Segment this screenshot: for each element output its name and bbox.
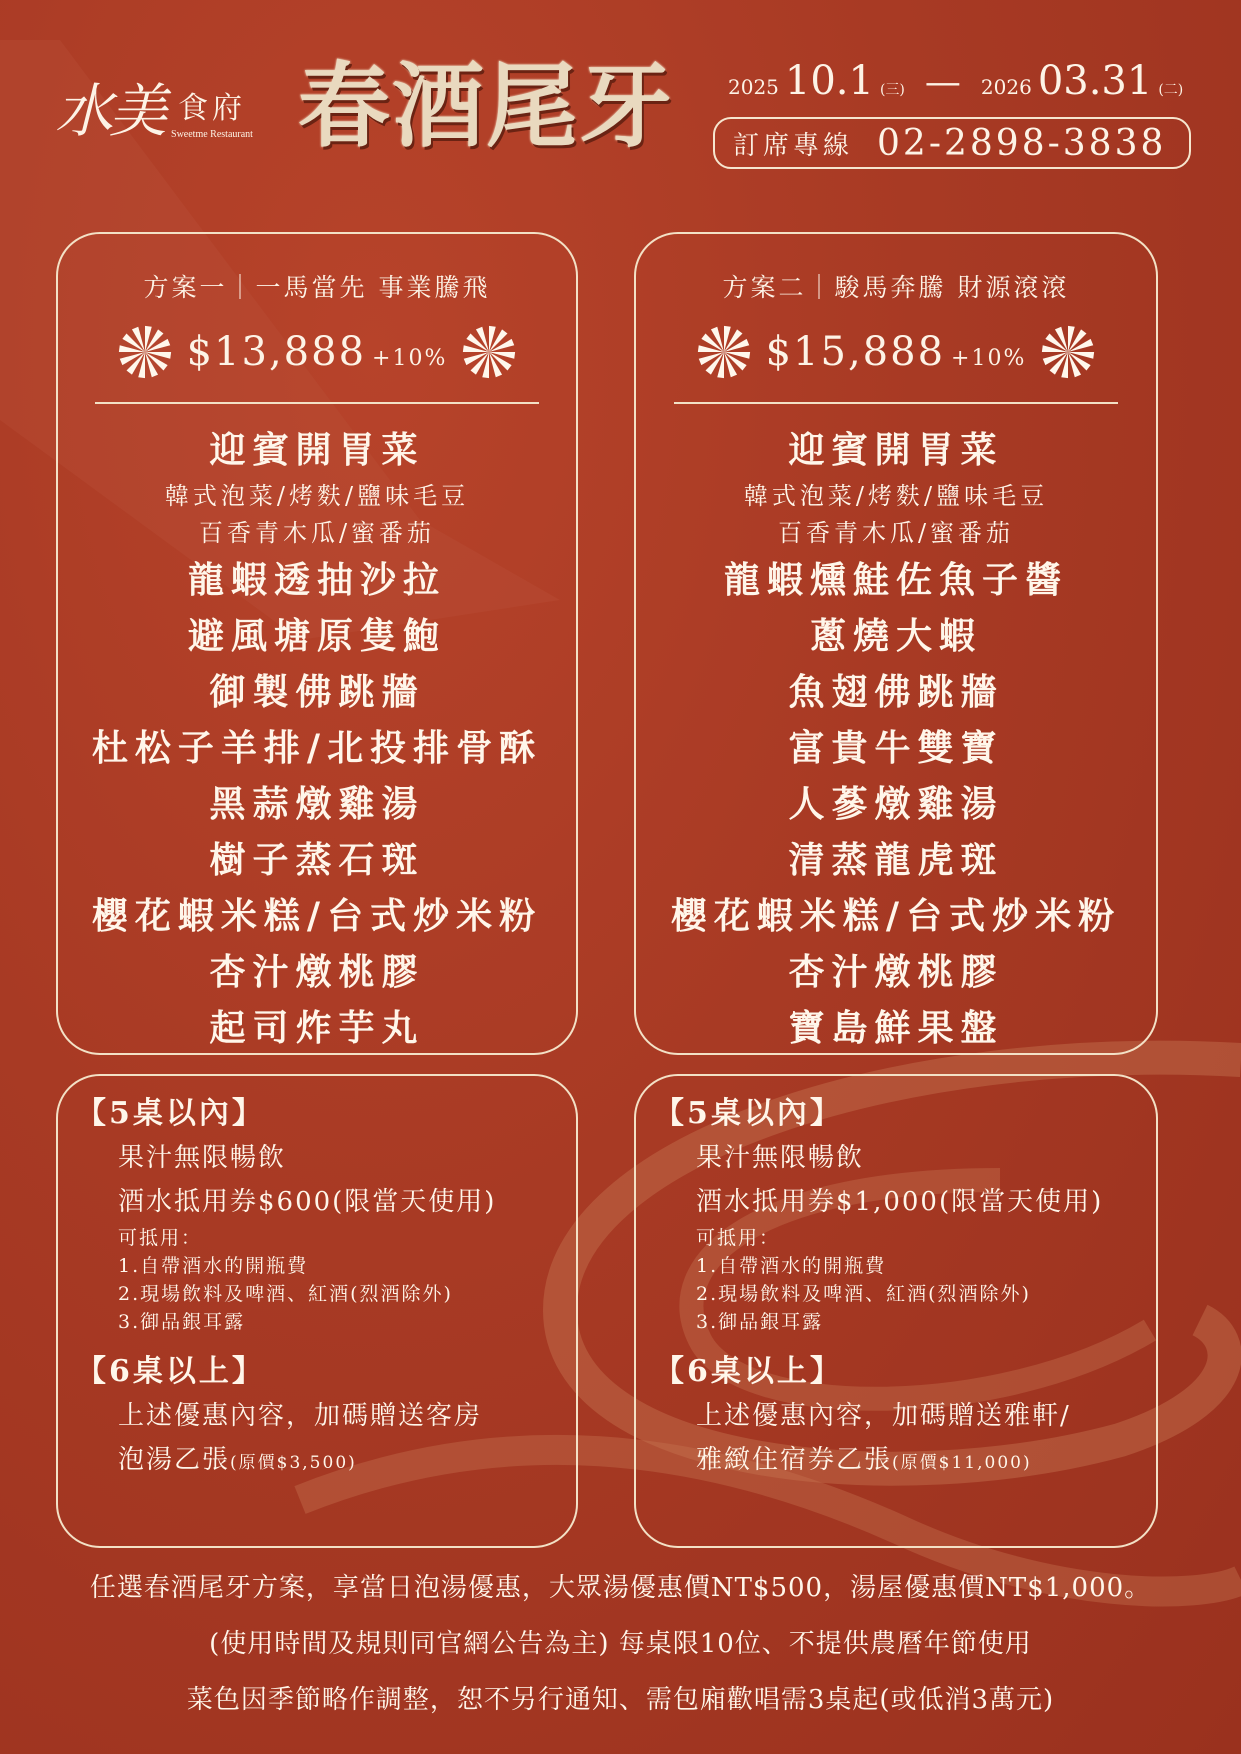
offer-voucher: 酒水抵用券$1,000(限當天使用) [696,1187,1104,1217]
original-price-note: (原價$11,000) [892,1453,1032,1473]
starburst-icon [696,324,752,380]
usable-item: 2.現場飲料及啤酒、紅酒(烈酒除外) [118,1283,453,1305]
usable-heading: 可抵用： [118,1227,203,1249]
appetizer-item: 韓式泡菜/烤麩/鹽味毛豆 [164,482,470,510]
bonus-text: 泡湯乙張 [118,1445,231,1475]
reservation-hotline [713,117,1191,169]
hotline-label: 訂席專線 [733,130,854,161]
appetizer-item: 韓式泡菜/烤麩/鹽味毛豆 [743,482,1049,510]
bonus-line [654,1438,1156,1485]
hotline-number: 02-2898-3838 [877,122,1167,164]
starburst-icon [461,324,517,380]
dish-item: 黑蒜燉雞湯 [209,783,425,825]
dish-item: 起司炸芋丸 [209,1007,425,1049]
footer-line: 任選春酒尾牙方案，享當日泡湯優惠，大眾湯優惠價NT$500，湯屋優惠價NT$1,000。 [89,1573,1152,1603]
end-weekday: (二) [1158,82,1184,98]
dish-item: 人蔘燉雞湯 [788,783,1004,825]
original-price-note: (原價$3,500) [230,1453,357,1473]
bonus-line: 上述優惠內容，加碼贈送雅軒/ [696,1401,1071,1431]
logo-chinese-name: 食府 [177,91,246,126]
footer-line: 菜色因季節略作調整，恕不另行通知、需包廂歡唱需3桌起(或低消3萬元) [186,1685,1055,1715]
dish-item: 樹子蒸石斑 [209,839,425,881]
offer-voucher: 酒水抵用券$600(限當天使用) [118,1187,497,1217]
dish-item: 龍蝦燻鮭佐魚子醬 [723,559,1068,601]
starburst-icon [1040,324,1096,380]
plan-2-offers [634,1074,1158,1548]
dish-item: 龍蝦透抽沙拉 [187,559,446,601]
dish-list [58,422,576,1056]
plan-price: $15,888 [765,329,946,375]
tier-heading: 【6桌以上】 [76,1354,265,1389]
usable-item: 1.自帶酒水的開瓶費 [696,1255,887,1277]
date-range [728,58,1183,104]
service-charge: +10% [372,346,448,371]
appetizer-item: 百香青木瓜/蜜番茄 [198,519,436,547]
usable-item: 3.御品銀耳露 [696,1311,824,1333]
dish-item: 魚翅佛跳牆 [788,671,1004,713]
bonus-line [76,1438,576,1485]
logo-script: 水美 [55,77,164,145]
start-date: 10.1 [784,58,874,104]
plan-title: 方案二｜駿馬奔騰 財源滾滾 [722,273,1070,302]
offer-juice: 果汁無限暢飲 [118,1143,287,1173]
dish-item: 蔥燒大蝦 [809,615,982,657]
usable-item: 3.御品銀耳露 [118,1311,246,1333]
bonus-line: 上述優惠內容，加碼贈送客房 [118,1401,483,1431]
dish-item: 清蒸龍虎斑 [788,839,1004,881]
dish-item: 避風塘原隻鮑 [187,615,446,657]
tier-heading: 【5桌以內】 [76,1096,265,1131]
start-weekday: (三) [879,82,905,98]
dish-item: 富貴牛雙寶 [788,727,1004,769]
dish-item: 櫻花蝦米糕/台式炒米粉 [91,895,543,937]
bonus-text: 雅緻住宿券乙張 [696,1445,893,1475]
footer-notes [0,1560,1241,1728]
dish-item: 寶島鮮果盤 [788,1007,1004,1049]
dish-item: 迎賓開胃菜 [788,429,1004,471]
plan-price: $13,888 [186,329,367,375]
divider [95,402,539,404]
tier-heading: 【6桌以上】 [654,1354,843,1389]
restaurant-logo [55,77,253,145]
dish-item: 杜松子羊排/北投排骨酥 [91,727,543,769]
start-year: 2025 [728,75,779,99]
service-charge: +10% [951,346,1027,371]
plan-1-menu [56,232,578,1055]
end-year: 2026 [980,75,1032,99]
dish-item: 櫻花蝦米糕/台式炒米粉 [670,895,1122,937]
starburst-icon [117,324,173,380]
dish-item: 迎賓開胃菜 [209,429,425,471]
divider [674,402,1118,404]
price-row [636,324,1156,380]
footer-line: (使用時間及規則同官網公告為主) 每桌限10位、不提供農曆年節使用 [209,1629,1032,1659]
plan-title: 方案一｜一馬當先 事業騰飛 [143,273,491,302]
date-dash: — [924,62,961,103]
dish-item: 杏汁燉桃膠 [209,951,425,993]
plan-2-menu [634,232,1158,1055]
appetizer-item: 百香青木瓜/蜜番茄 [777,519,1015,547]
page-title: 春酒尾牙 [298,52,675,160]
dish-item: 杏汁燉桃膠 [788,951,1004,993]
end-date: 03.31 [1037,58,1153,104]
dish-list [636,422,1156,1056]
usable-heading: 可抵用： [696,1227,781,1249]
usable-item: 1.自帶酒水的開瓶費 [118,1255,309,1277]
tier-heading: 【5桌以內】 [654,1096,843,1131]
offer-juice: 果汁無限暢飲 [696,1143,865,1173]
usable-item: 2.現場飲料及啤酒、紅酒(烈酒除外) [696,1283,1031,1305]
logo-english-name: Sweetme Restaurant [171,129,253,140]
dish-item: 御製佛跳牆 [209,671,425,713]
price-row [58,324,576,380]
plan-1-offers [56,1074,578,1548]
